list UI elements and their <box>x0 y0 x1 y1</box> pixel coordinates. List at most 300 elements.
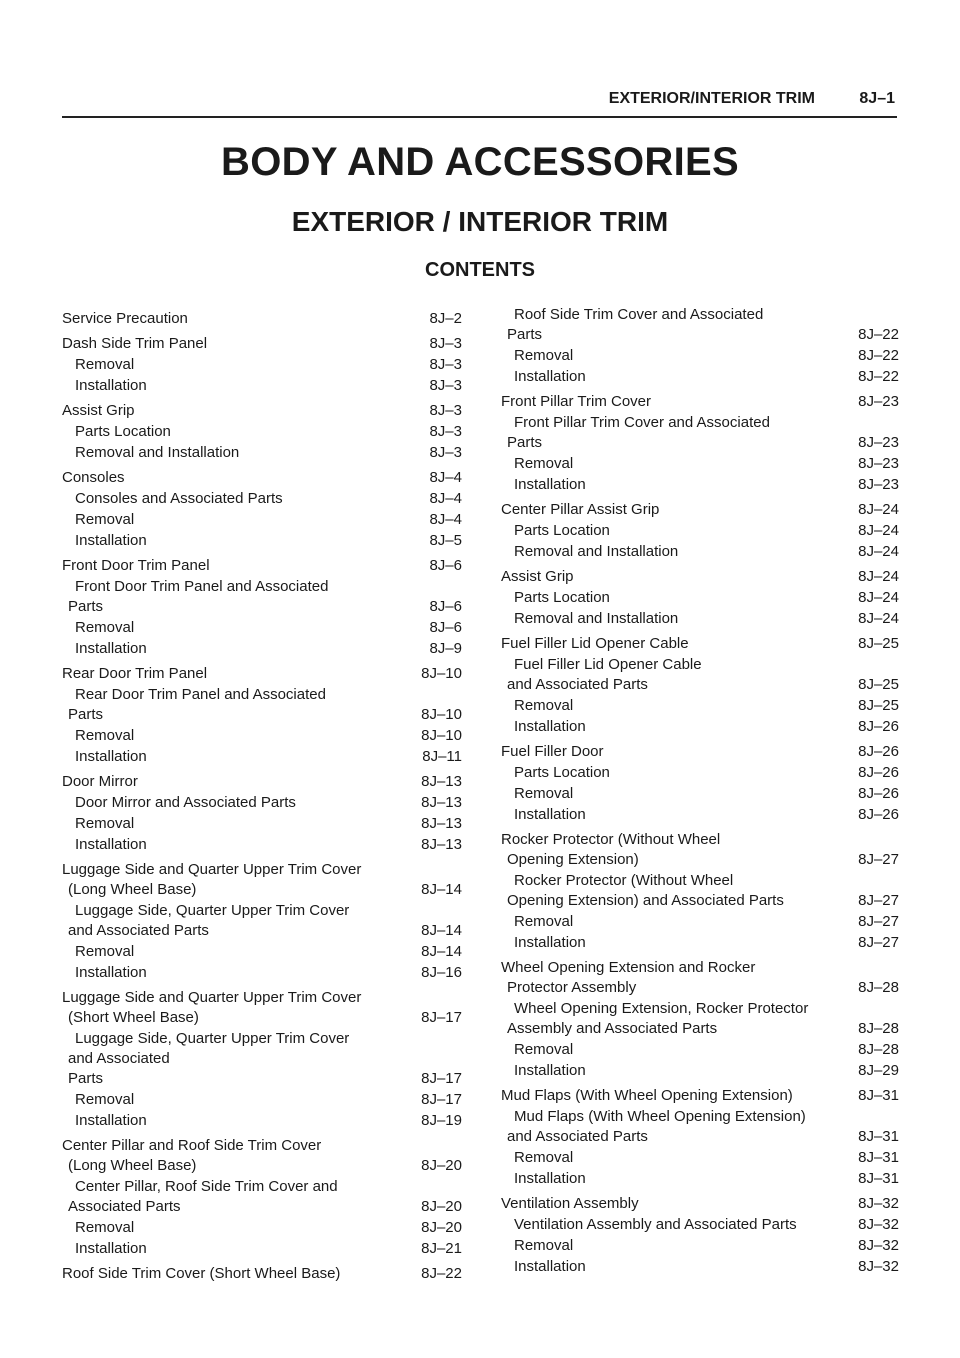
toc-entry-text: Removal <box>62 942 464 962</box>
dot-leader <box>196 1157 201 1174</box>
dot-leader <box>147 1240 152 1257</box>
page-number: 8J–1 <box>859 90 895 107</box>
toc-entry[interactable] <box>62 1239 464 1259</box>
toc-entry-text: Wheel Opening Extension, Rocker Protector <box>514 1000 809 1017</box>
toc-entry-text: Installation <box>501 717 901 737</box>
toc-page-ref: 8J–24 <box>858 543 899 560</box>
dot-leader <box>717 1020 722 1037</box>
toc-entry-text: Removal <box>62 510 464 530</box>
toc-entry-text: Rocker Protector (Without Wheel <box>514 872 734 889</box>
toc-page-ref: 8J–13 <box>421 836 462 853</box>
toc-entry[interactable] <box>62 988 464 1028</box>
toc-page-ref: 8J–6 <box>429 557 462 574</box>
toc-page-ref: 8J–3 <box>429 335 462 352</box>
dot-leader <box>125 469 130 486</box>
toc-entry[interactable] <box>501 717 901 737</box>
toc-entry[interactable] <box>501 500 901 520</box>
toc-entry[interactable] <box>501 413 901 453</box>
toc-entry-text: Removal <box>62 355 464 375</box>
toc-entry-text: Luggage Side and Quarter Upper Trim Cover <box>62 989 362 1006</box>
toc-entry-text: Opening Extension) <box>501 850 901 870</box>
toc-entry-text: Front Door Trim Panel <box>62 556 464 576</box>
toc-entry[interactable] <box>62 1218 464 1238</box>
dot-leader <box>678 543 683 560</box>
toc-entry-text: Rocker Protector (Without Wheel <box>501 831 721 848</box>
section-title: EXTERIOR/INTERIOR TRIM <box>608 90 815 107</box>
toc-page-ref: 8J–26 <box>858 764 899 781</box>
toc-entry-text: Door Mirror <box>62 772 464 792</box>
toc-entry-text: Removal <box>501 784 901 804</box>
toc-entry-text: Consoles and Associated Parts <box>62 489 464 509</box>
dot-leader <box>134 727 139 744</box>
toc-entry-text: Installation <box>62 531 464 551</box>
toc-entry[interactable] <box>62 422 464 442</box>
toc-entry[interactable] <box>62 1177 464 1217</box>
toc-entry[interactable] <box>501 392 901 412</box>
toc-entry[interactable] <box>501 367 901 387</box>
toc-entry-text: Parts Location <box>501 588 901 608</box>
toc-entry-text: Installation <box>62 963 464 983</box>
dot-leader <box>573 1041 578 1058</box>
dot-leader <box>573 347 578 364</box>
dot-leader <box>586 934 591 951</box>
toc-entry-text: Center Pillar, Roof Side Trim Cover and <box>75 1178 338 1195</box>
toc-page-ref: 8J–4 <box>429 469 462 486</box>
dot-leader <box>573 455 578 472</box>
toc-entry-text: Fuel Filler Lid Opener Cable <box>514 656 702 673</box>
toc-page-ref: 8J–23 <box>858 434 899 451</box>
dot-leader <box>147 640 152 657</box>
toc-entry-text: Mud Flaps (With Wheel Opening Extension) <box>501 1086 901 1106</box>
toc-entry-text: Dash Side Trim Panel <box>62 334 464 354</box>
dot-leader <box>147 836 152 853</box>
toc-page-ref: 8J–23 <box>858 393 899 410</box>
toc-entry[interactable] <box>62 401 464 421</box>
toc-entry-text: Removal <box>62 618 464 638</box>
toc-entry[interactable] <box>62 355 464 375</box>
dot-leader <box>639 851 644 868</box>
toc-entry-text: Rear Door Trim Panel and Associated <box>75 686 326 703</box>
toc-entry[interactable] <box>62 376 464 396</box>
toc-entry-text: Installation <box>501 1169 901 1189</box>
toc-entry[interactable] <box>501 567 901 587</box>
toc-entry[interactable] <box>501 999 901 1039</box>
toc-entry-text: Removal <box>501 454 901 474</box>
dot-leader <box>574 568 579 585</box>
dot-leader <box>604 743 609 760</box>
toc-entry-text: Removal <box>62 1218 464 1238</box>
toc-page-ref: 8J–32 <box>858 1216 899 1233</box>
toc-page-ref: 8J–24 <box>858 501 899 518</box>
toc-right-column <box>501 304 901 1277</box>
dot-leader <box>340 1265 345 1282</box>
dot-leader <box>171 423 176 440</box>
toc-page-ref: 8J–6 <box>429 598 462 615</box>
toc-entry-text: Rear Door Trim Panel <box>62 664 464 684</box>
toc-page-ref: 8J–25 <box>858 676 899 693</box>
toc-entry[interactable] <box>62 510 464 530</box>
dot-leader <box>639 1195 644 1212</box>
toc-entry-text: Installation <box>62 1239 464 1259</box>
dot-leader <box>134 619 139 636</box>
toc-entry[interactable] <box>501 454 901 474</box>
dot-leader <box>199 1009 204 1026</box>
toc-page-ref: 8J–2 <box>429 310 462 327</box>
toc-entry-text: Parts <box>501 433 901 453</box>
toc-page-ref: 8J–28 <box>858 1041 899 1058</box>
toc-entry-text: Door Mirror and Associated Parts <box>62 793 464 813</box>
toc-page-ref: 8J–22 <box>858 347 899 364</box>
toc-entry-text: (Long Wheel Base) <box>62 1156 464 1176</box>
toc-entry[interactable] <box>501 871 901 911</box>
toc-page-ref: 8J–25 <box>858 697 899 714</box>
toc-entry-text: Removal <box>62 814 464 834</box>
toc-entry[interactable] <box>501 655 901 695</box>
toc-entry-text: Fuel Filler Door <box>501 742 901 762</box>
toc-entry[interactable] <box>501 933 901 953</box>
toc-entry[interactable] <box>62 814 464 834</box>
toc-page-ref: 8J–23 <box>858 455 899 472</box>
toc-entry-text: Luggage Side, Quarter Upper Trim Cover <box>75 1030 350 1047</box>
toc-entry-text: Installation <box>62 1111 464 1131</box>
toc-entry-text: Parts <box>62 597 464 617</box>
toc-entry[interactable] <box>501 1040 901 1060</box>
toc-entry-text: and Associated Parts <box>62 921 464 941</box>
dot-leader <box>207 665 212 682</box>
toc-entry-text: Ventilation Assembly and Associated Parts <box>501 1215 901 1235</box>
dot-leader <box>793 1087 798 1104</box>
toc-entry-text: Removal <box>501 346 901 366</box>
dot-leader <box>542 326 547 343</box>
toc-entry[interactable] <box>62 963 464 983</box>
toc-entry-text: Front Pillar Trim Cover and Associated <box>514 414 770 431</box>
toc-entry[interactable] <box>501 1215 901 1235</box>
dot-leader <box>610 764 615 781</box>
toc-entry[interactable] <box>62 531 464 551</box>
dot-leader <box>196 881 201 898</box>
toc-entry[interactable] <box>501 346 901 366</box>
dot-leader <box>138 773 143 790</box>
toc-entry[interactable] <box>62 618 464 638</box>
toc-entry[interactable] <box>501 521 901 541</box>
toc-entry-text: Protector Assembly <box>501 978 901 998</box>
toc-entry-text: Parts Location <box>62 422 464 442</box>
toc-page-ref: 8J–31 <box>858 1087 899 1104</box>
toc-page-ref: 8J–3 <box>429 402 462 419</box>
toc-entry-text: Installation <box>501 805 901 825</box>
toc-page-ref: 8J–13 <box>421 773 462 790</box>
dot-leader <box>573 785 578 802</box>
toc-page-ref: 8J–6 <box>429 619 462 636</box>
toc-page-ref: 8J–27 <box>858 934 899 951</box>
dot-leader <box>147 532 152 549</box>
dot-leader <box>103 598 108 615</box>
dot-leader <box>103 1070 108 1087</box>
toc-entry-text: Removal <box>501 912 901 932</box>
toc-entry[interactable] <box>62 835 464 855</box>
toc-entry-text: Ventilation Assembly <box>501 1194 901 1214</box>
toc-entry-text: Wheel Opening Extension and Rocker <box>501 959 756 976</box>
toc-entry[interactable] <box>501 1169 901 1189</box>
dot-leader <box>586 1062 591 1079</box>
toc-entry-text: Parts Location <box>501 763 901 783</box>
toc-entry[interactable] <box>62 489 464 509</box>
toc-entry[interactable] <box>501 912 901 932</box>
toc-page-ref: 8J–32 <box>858 1258 899 1275</box>
toc-entry-text: Installation <box>501 933 901 953</box>
toc-entry[interactable] <box>501 830 901 870</box>
toc-entry[interactable] <box>501 634 901 654</box>
dot-leader <box>134 356 139 373</box>
toc-entry-text: Opening Extension) and Associated Parts <box>501 891 901 911</box>
dot-leader <box>573 697 578 714</box>
toc-entry[interactable] <box>501 805 901 825</box>
toc-entry-text: Center Pillar Assist Grip <box>501 500 901 520</box>
toc-entry-text: Consoles <box>62 468 464 488</box>
toc-entry[interactable] <box>501 1107 901 1147</box>
toc-page-ref: 8J–24 <box>858 610 899 627</box>
dot-leader <box>678 610 683 627</box>
toc-left-column <box>62 304 464 1284</box>
toc-page-ref: 8J–26 <box>858 718 899 735</box>
toc-entry-text: and Associated Parts <box>501 1127 901 1147</box>
dot-leader <box>659 501 664 518</box>
dot-leader <box>651 393 656 410</box>
toc-entry[interactable] <box>62 860 464 900</box>
toc-page-ref: 8J–10 <box>421 665 462 682</box>
toc-page-ref: 8J–4 <box>429 511 462 528</box>
toc-page-ref: 8J–14 <box>421 881 462 898</box>
dot-leader <box>134 511 139 528</box>
dot-leader <box>134 815 139 832</box>
toc-entry[interactable] <box>501 609 901 629</box>
dot-leader <box>283 490 288 507</box>
dot-leader <box>797 1216 802 1233</box>
toc-entry[interactable] <box>62 726 464 746</box>
toc-entry-text: Parts <box>62 705 464 725</box>
toc-entry-text: and Associated <box>68 1050 170 1067</box>
toc-page-ref: 8J–26 <box>858 806 899 823</box>
toc-page-ref: 8J–27 <box>858 892 899 909</box>
toc-entry-text: Installation <box>501 475 901 495</box>
toc-entry-text: Removal <box>62 1090 464 1110</box>
toc-entry-text: Installation <box>501 367 901 387</box>
dot-leader <box>586 718 591 735</box>
toc-entry[interactable] <box>62 556 464 576</box>
toc-page-ref: 8J–14 <box>421 943 462 960</box>
toc-entry[interactable] <box>62 639 464 659</box>
toc-entry[interactable] <box>501 958 901 998</box>
toc-page-ref: 8J–5 <box>429 532 462 549</box>
toc-page-ref: 8J–32 <box>858 1195 899 1212</box>
toc-page-ref: 8J–25 <box>858 635 899 652</box>
toc-page-ref: 8J–13 <box>421 794 462 811</box>
toc-entry-text: Center Pillar and Roof Side Trim Cover <box>62 1137 322 1154</box>
toc-entry[interactable] <box>62 1136 464 1176</box>
toc-entry-text: Fuel Filler Lid Opener Cable <box>501 634 901 654</box>
dot-leader <box>239 444 244 461</box>
dot-leader <box>209 922 214 939</box>
toc-entry[interactable] <box>501 784 901 804</box>
toc-entry-text: Assist Grip <box>62 401 464 421</box>
dot-leader <box>648 1128 653 1145</box>
toc-entry[interactable] <box>62 664 464 684</box>
toc-page-ref: 8J–20 <box>421 1219 462 1236</box>
toc-page-ref: 8J–20 <box>421 1157 462 1174</box>
toc-entry-text: Installation <box>62 639 464 659</box>
toc-entry[interactable] <box>501 1236 901 1256</box>
toc-page-ref: 8J–24 <box>858 522 899 539</box>
toc-entry[interactable] <box>62 468 464 488</box>
toc-entry[interactable] <box>501 588 901 608</box>
toc-page-ref: 8J–22 <box>858 368 899 385</box>
toc-page-ref: 8J–3 <box>429 356 462 373</box>
toc-entry[interactable] <box>62 772 464 792</box>
toc-entry-text: Removal and Installation <box>501 609 901 629</box>
toc-page-ref: 8J–31 <box>858 1149 899 1166</box>
toc-page-ref: 8J–27 <box>858 913 899 930</box>
toc-entry[interactable] <box>501 1148 901 1168</box>
toc-entry[interactable] <box>62 1264 464 1284</box>
toc-entry-text: Roof Side Trim Cover (Short Wheel Base) <box>62 1264 464 1284</box>
toc-entry[interactable] <box>62 942 464 962</box>
dot-leader <box>147 964 152 981</box>
dot-leader <box>210 557 215 574</box>
dot-leader <box>573 913 578 930</box>
toc-page-ref: 8J–26 <box>858 743 899 760</box>
toc-entry-text: Removal <box>501 696 901 716</box>
toc-page-ref: 8J–13 <box>421 815 462 832</box>
toc-page-ref: 8J–19 <box>421 1112 462 1129</box>
toc-page-ref: 8J–4 <box>429 490 462 507</box>
dot-leader <box>542 434 547 451</box>
dot-leader <box>586 368 591 385</box>
toc-page-ref: 8J–23 <box>858 476 899 493</box>
toc-entry-text: Parts Location <box>501 521 901 541</box>
toc-page-ref: 8J–17 <box>421 1009 462 1026</box>
toc-entry-text: Parts <box>62 1069 464 1089</box>
toc-page-ref: 8J–3 <box>429 423 462 440</box>
toc-entry[interactable] <box>62 334 464 354</box>
toc-entry[interactable] <box>501 1194 901 1214</box>
toc-entry[interactable] <box>501 763 901 783</box>
toc-entry[interactable] <box>62 1029 464 1089</box>
dot-leader <box>586 1170 591 1187</box>
toc-page-ref: 8J–20 <box>421 1198 462 1215</box>
dot-leader <box>135 402 140 419</box>
toc-page-ref: 8J–24 <box>858 589 899 606</box>
dot-leader <box>610 522 615 539</box>
toc-entry[interactable] <box>501 305 901 345</box>
toc-page-ref: 8J–28 <box>858 1020 899 1037</box>
page-header <box>62 88 897 118</box>
toc-entry-text: Mud Flaps (With Wheel Opening Extension) <box>514 1108 806 1125</box>
toc-entry-text: Removal and Installation <box>501 542 901 562</box>
toc-entry-text: Removal <box>501 1236 901 1256</box>
toc-entry[interactable] <box>62 747 464 767</box>
document-subtitle: EXTERIOR / INTERIOR TRIM <box>291 206 669 237</box>
toc-page-ref: 8J–9 <box>429 640 462 657</box>
dot-leader <box>134 1091 139 1108</box>
toc-entry-text: Removal <box>501 1040 901 1060</box>
toc-page-ref: 8J–16 <box>421 964 462 981</box>
dot-leader <box>573 1237 578 1254</box>
toc-page-ref: 8J–31 <box>858 1128 899 1145</box>
toc-entry[interactable] <box>62 793 464 813</box>
toc-entry-text: Removal and Installation <box>62 443 464 463</box>
toc-entry[interactable] <box>501 696 901 716</box>
dot-leader <box>648 676 653 693</box>
dot-leader <box>636 979 641 996</box>
dot-leader <box>610 589 615 606</box>
toc-entry-text: Service Precaution <box>62 309 464 329</box>
toc-entry-text: Parts <box>501 325 901 345</box>
dot-leader <box>689 635 694 652</box>
dot-leader <box>586 476 591 493</box>
dot-leader <box>188 310 193 327</box>
dot-leader <box>134 1219 139 1236</box>
dot-leader <box>784 892 789 909</box>
dot-leader <box>103 706 108 723</box>
document-title: BODY AND ACCESSORIES <box>221 140 739 184</box>
toc-entry[interactable] <box>501 1257 901 1277</box>
toc-page-ref: 8J–17 <box>421 1091 462 1108</box>
dot-leader <box>573 1149 578 1166</box>
toc-entry[interactable] <box>62 1111 464 1131</box>
toc-entry-text: Front Door Trim Panel and Associated <box>75 578 329 595</box>
dot-leader <box>134 943 139 960</box>
toc-entry[interactable] <box>501 475 901 495</box>
dot-leader <box>586 806 591 823</box>
toc-page-ref: 8J–11 <box>422 748 462 765</box>
dot-leader <box>147 748 152 765</box>
toc-page-ref: 8J–14 <box>421 922 462 939</box>
toc-entry-text: (Long Wheel Base) <box>62 880 464 900</box>
toc-entry-text: Luggage Side and Quarter Upper Trim Cover <box>62 861 362 878</box>
dot-leader <box>147 1112 152 1129</box>
toc-entry-text: Installation <box>62 747 464 767</box>
toc-entry[interactable] <box>62 577 464 617</box>
toc-entry-text: Roof Side Trim Cover and Associated <box>514 306 764 323</box>
dot-leader <box>147 377 152 394</box>
toc-entry-text: Installation <box>501 1257 901 1277</box>
toc-entry-text: Removal <box>501 1148 901 1168</box>
toc-page-ref: 8J–10 <box>421 727 462 744</box>
toc-entry-text: Installation <box>62 376 464 396</box>
toc-entry[interactable] <box>501 742 901 762</box>
dot-leader <box>181 1198 186 1215</box>
toc-entry-text: Removal <box>62 726 464 746</box>
toc-entry[interactable] <box>62 443 464 463</box>
toc-entry[interactable] <box>501 1086 901 1106</box>
toc-entry[interactable] <box>62 901 464 941</box>
toc-entry-text: Installation <box>62 835 464 855</box>
contents-heading: CONTENTS <box>425 259 535 281</box>
toc-entry[interactable] <box>62 685 464 725</box>
toc-page-ref: 8J–29 <box>858 1062 899 1079</box>
toc-page-ref: 8J–3 <box>429 377 462 394</box>
toc-page-ref: 8J–10 <box>421 706 462 723</box>
toc-entry[interactable] <box>62 1090 464 1110</box>
toc-page-ref: 8J–27 <box>858 851 899 868</box>
dot-leader <box>586 1258 591 1275</box>
toc-entry-text: Assist Grip <box>501 567 901 587</box>
dot-leader <box>296 794 301 811</box>
toc-entry[interactable] <box>501 542 901 562</box>
toc-page-ref: 8J–3 <box>429 444 462 461</box>
toc-entry[interactable] <box>62 309 464 329</box>
toc-entry[interactable] <box>501 1061 901 1081</box>
